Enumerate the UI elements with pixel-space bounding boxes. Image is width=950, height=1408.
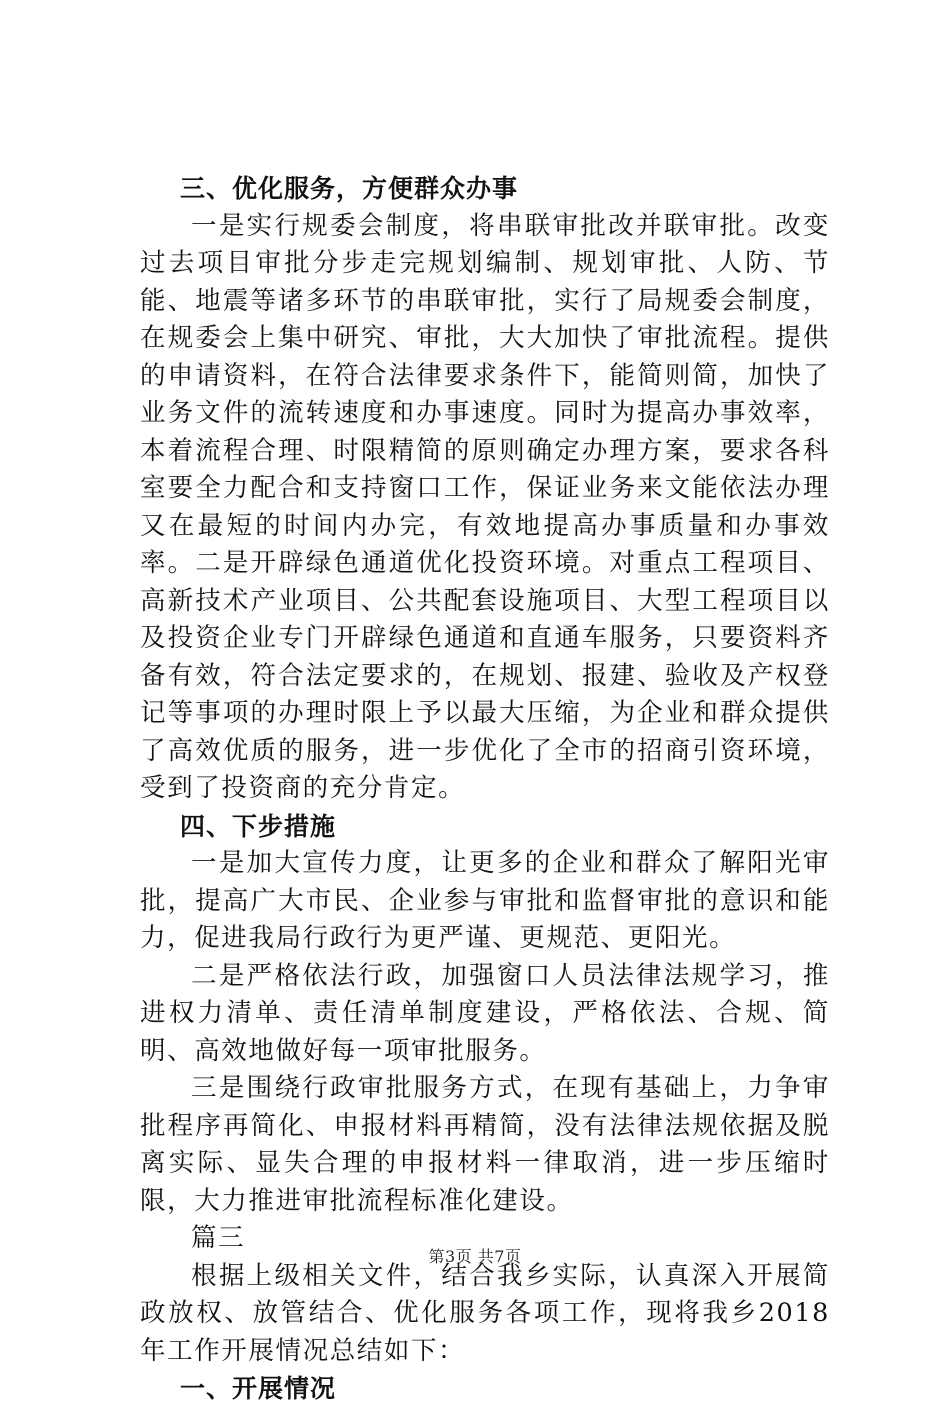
paragraph-measure-3: 三是围绕行政审批服务方式，在现有基础上，力争审批程序再简化、申报材料再精简，没有法律法规依据及脱离实际、显失合理的申报材料一律取消，进一步压缩时限，大力推进审批流程标准化建设。	[140, 1073, 830, 1216]
section-heading-3: 三、优化服务，方便群众办事	[180, 174, 519, 203]
document-body	[140, 170, 830, 1408]
paragraph-measure-2: 二是严格依法行政，加强窗口人员法律法规学习，推进权力清单、责任清单制度建设，严格依法、合规、简明、高效地做好每一项审批服务。	[140, 960, 830, 1066]
section-heading-4: 四、下步措施	[180, 811, 337, 841]
paragraph-measure-1: 一是加大宣传力度，让更多的企业和群众了解阳光审批，提高广大市民、企业参与审批和监督审批的意识和能力，促进我局行政行为更严谨、更规范、更阳光。	[140, 848, 830, 953]
page-footer: 第3页 共7页	[428, 1247, 522, 1266]
section-heading-1: 一、开展情况	[180, 1374, 337, 1403]
paragraph-intro: 根据上级相关文件，结合我乡实际，认真深入开展简政放权、放管结合、优化服务各项工作，现将我乡2018年工作开展情况总结如下：	[140, 1260, 830, 1366]
paragraph-part-three: 篇三	[191, 1223, 246, 1253]
paragraph-optimize-services: 一是实行规委会制度，将串联审批改并联审批。改变过去项目审批分步走完规划编制、规划审批、人防、节能、地震等诸多环节的串联审批，实行了局规委会制度，在规委会上集中研究、审批，大大加快了审批流程。提供的申请资料，在符合法律要求条件下，能简则简，加快了业务文件的流转速度和办事速度。同时为提高办事效率，本着流程合理、时限精简的原则确定办理方案，要求各科室要全力配合和支持窗口工作，保证业务来文能依法办理又在最短的时间内办完，有效地提高办事质量和办事效率。二是开辟绿色通道优化投资环境。对重点工程项目、高新技术产业项目、公共配套设施项目、大型工程项目以及投资企业专门开辟绿色通道和直通车服务，只要资料齐备有效，符合法定要求的，在规划、报建、验收及产权登记等事项的办理时限上予以最大压缩，为企业和群众提供了高效优质的服务，进一步优化了全市的招商引资环境，受到了投资商的充分肯定。	[140, 210, 830, 803]
